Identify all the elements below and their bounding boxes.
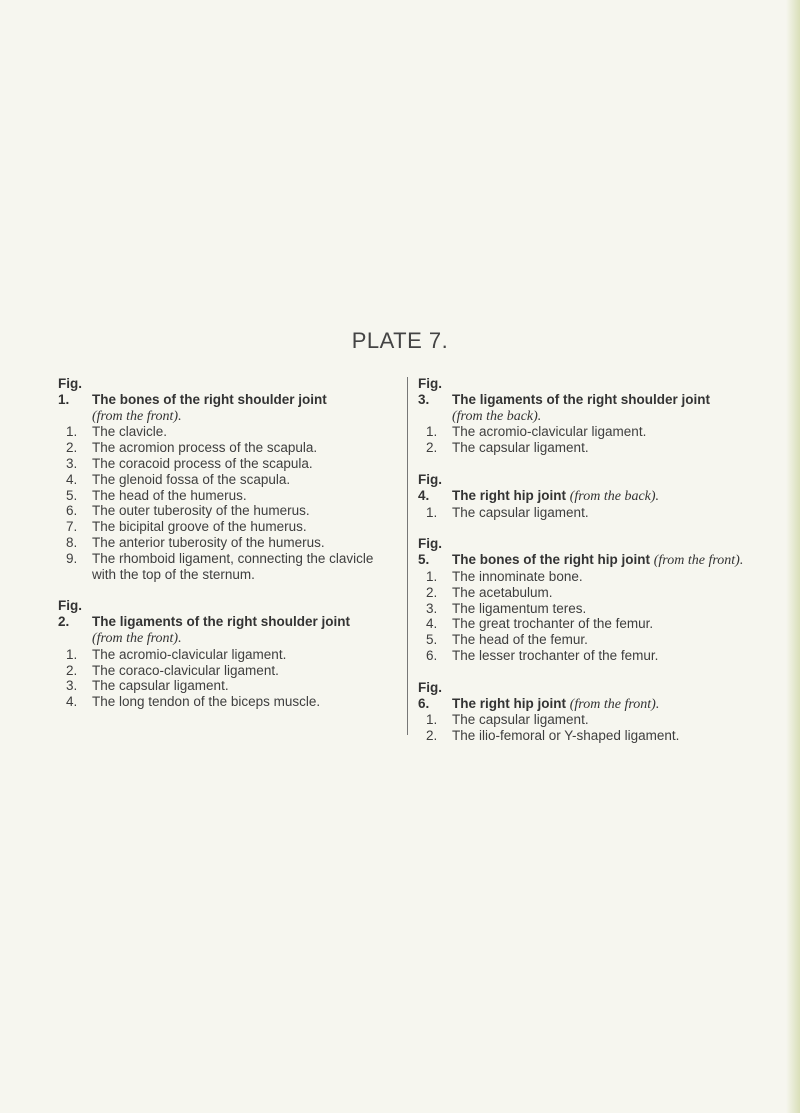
figure-title: The right hip joint (452, 487, 566, 503)
list-item (58, 551, 398, 583)
item-number: 3. (66, 455, 78, 471)
list-item (418, 601, 748, 617)
list-item (58, 519, 398, 535)
figure-3-caption (418, 376, 748, 456)
list-item (418, 505, 748, 521)
item-text: The rhomboid ligament, connecting the clavicle with the top of the sternum. (92, 550, 374, 582)
item-text: The acromion process of the scapula. (92, 440, 318, 456)
item-number: 2. (66, 662, 78, 678)
figure-heading (418, 680, 748, 713)
figure-view: (from the front). (569, 696, 660, 712)
item-text: The ligamentum teres. (452, 600, 587, 616)
item-number: 2. (426, 440, 438, 456)
item-number: 1. (426, 424, 438, 440)
item-text: The coraco-clavicular ligament. (92, 662, 279, 678)
figure-5-caption (418, 536, 748, 663)
figure-view: (from the front). (653, 553, 744, 569)
page-edge-shading (786, 0, 800, 1113)
item-number: 5. (426, 632, 438, 648)
item-text: The capsular ligament. (452, 712, 589, 728)
list-item (58, 663, 398, 679)
list-item (418, 712, 748, 728)
list-item (58, 535, 398, 551)
column-divider (407, 377, 408, 735)
list-item (418, 424, 748, 440)
item-number: 2. (426, 728, 438, 744)
list-item (58, 694, 398, 710)
figure-label: Fig. 5. (418, 536, 442, 568)
figure-heading (58, 376, 398, 424)
figure-view: (from the back). (569, 488, 660, 504)
item-number: 6. (66, 503, 78, 519)
figure-title: The ligaments of the right shoulder joint (452, 391, 711, 407)
figure-title: The right hip joint (452, 695, 566, 711)
list-item (58, 647, 398, 663)
item-text: The acromio-clavicular ligament. (452, 424, 647, 440)
item-text: The innominate bone. (452, 568, 583, 584)
list-item (418, 632, 748, 648)
list-item (58, 678, 398, 694)
list-item (418, 728, 748, 744)
item-number: 9. (66, 550, 78, 566)
item-number: 1. (426, 568, 438, 584)
item-number: 6. (426, 647, 438, 663)
item-text: The lesser trochanter of the femur. (452, 647, 659, 663)
item-number: 2. (426, 584, 438, 600)
figure-1-caption (58, 376, 398, 582)
figure-6-caption (418, 680, 748, 744)
item-text: The anterior tuberosity of the humerus. (92, 534, 325, 550)
item-text: The clavicle. (92, 424, 168, 440)
item-text: The ilio-femoral or Y-shaped ligament. (452, 728, 680, 744)
item-number: 1. (426, 504, 438, 520)
item-text: The capsular ligament. (92, 678, 229, 694)
item-text: The acetabulum. (452, 584, 553, 600)
figure-heading (418, 376, 748, 424)
figure-4-caption (418, 472, 748, 520)
item-text: The glenoid fossa of the scapula. (92, 471, 291, 487)
item-number: 3. (66, 678, 78, 694)
list-item (58, 440, 398, 456)
figure-label: Fig. 3. (418, 376, 442, 407)
item-text: The great trochanter of the femur. (452, 616, 654, 632)
figure-title: The bones of the right shoulder joint (92, 391, 327, 407)
item-number: 1. (66, 424, 78, 440)
left-column (58, 376, 398, 726)
plate-title: PLATE 7. (351, 328, 449, 353)
item-number: 1. (66, 646, 78, 662)
item-text: The capsular ligament. (452, 440, 589, 456)
figure-title: The bones of the right hip joint (452, 552, 650, 568)
figure-heading (418, 536, 748, 569)
figure-view: (from the front). (92, 408, 182, 424)
list-item (58, 488, 398, 504)
item-number: 8. (66, 534, 78, 550)
figure-label: Fig. 1. (58, 376, 82, 407)
item-number: 2. (66, 440, 78, 456)
list-item (58, 456, 398, 472)
item-number: 5. (66, 487, 78, 503)
list-item (58, 424, 398, 440)
item-text: The head of the humerus. (92, 487, 247, 503)
list-item (58, 472, 398, 488)
item-number: 7. (66, 519, 78, 535)
figure-heading (418, 472, 748, 505)
list-item (418, 585, 748, 601)
list-item (418, 616, 748, 632)
item-number: 4. (426, 616, 438, 632)
item-text: The capsular ligament. (452, 504, 589, 520)
item-number: 3. (426, 600, 438, 616)
item-text: The bicipital groove of the humerus. (92, 519, 307, 535)
figure-view: (from the back). (452, 408, 542, 424)
list-item (418, 648, 748, 664)
figure-heading (58, 598, 398, 646)
item-number: 4. (66, 694, 78, 710)
item-number: 4. (66, 471, 78, 487)
figure-2-caption (58, 598, 398, 710)
item-text: The head of the femur. (452, 632, 588, 648)
list-item (418, 569, 748, 585)
list-item (58, 503, 398, 519)
right-column (418, 376, 748, 760)
item-text: The long tendon of the biceps muscle. (92, 694, 321, 710)
figure-label: Fig. 6. (418, 679, 442, 711)
item-text: The acromio-clavicular ligament. (92, 646, 287, 662)
figure-view: (from the front). (92, 630, 182, 646)
item-text: The coracoid process of the scapula. (92, 455, 313, 471)
figure-label: Fig. 2. (58, 598, 82, 630)
item-number: 1. (426, 712, 438, 728)
figure-title: The ligaments of the right shoulder joint (92, 614, 351, 630)
item-text: The outer tuberosity of the humerus. (92, 503, 310, 519)
figure-label: Fig. 4. (418, 471, 442, 503)
list-item (418, 440, 748, 456)
